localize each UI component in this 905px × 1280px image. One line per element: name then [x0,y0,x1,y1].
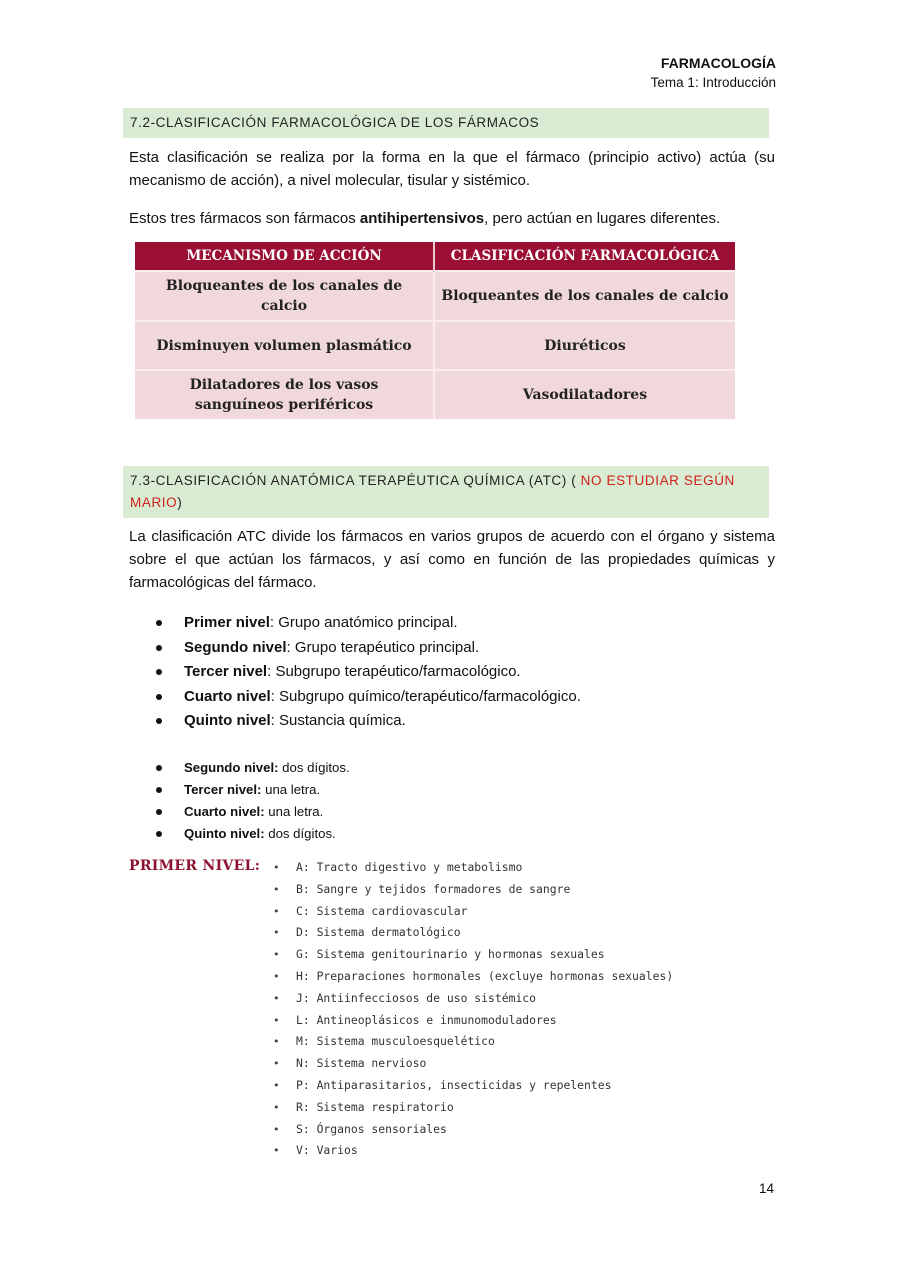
list-item: • D: Sistema dermatológico [273,922,673,944]
list-item [155,709,581,734]
heading-warning: NO ESTUDIAR SEGÚN MARIO [130,473,735,510]
atc-digits-list [155,757,350,845]
digit-label: Quinto nivel: [184,826,265,841]
heading-text-end: ) [177,495,183,510]
list-item: • V: Varios [273,1140,673,1162]
atc-groups-list [273,857,673,1162]
list-item [155,611,581,636]
list-item [155,757,350,779]
level-label: Quinto nivel [184,712,271,730]
digit-text: una letra. [261,782,321,797]
digit-label: Tercer nivel: [184,782,262,797]
level-text: : Subgrupo químico/terapéutico/farmacológico. [270,687,581,705]
table-row [135,271,735,321]
list-item: • H: Preparaciones hormonales (excluye hormonas sexuales) [273,966,673,988]
list-item: • R: Sistema respiratorio [273,1097,673,1119]
table-header-cell: MECANISMO DE ACCIÓN [135,242,434,271]
list-item [155,801,350,823]
level-label: Tercer nivel [184,663,268,681]
list-item: • B: Sangre y tejidos formadores de sangre [273,879,673,901]
level-text: : Subgrupo terapéutico/farmacológico. [267,663,521,681]
level-text: : Grupo anatómico principal. [269,614,458,631]
digit-text: una letra. [264,804,324,819]
section-7-3-paragraph: La clasificación ATC divide los fármacos en varios grupos de acuerdo con el órgano y sistema sobre el que actúan los fármacos, y así como en función de las propiedades químicas y farmacológicas del fármaco. [129,528,775,591]
paragraph-2-bold: antihipertensivos [359,210,485,227]
page-header [651,53,776,93]
level-label: Cuarto nivel [184,687,271,705]
digit-label: Cuarto nivel: [184,804,265,819]
section-7-2-paragraph-2 [129,207,775,230]
list-item: • A: Tracto digestivo y metabolismo [273,857,673,879]
table-row [135,321,735,370]
atc-levels-list [155,611,581,734]
digit-text: dos dígitos. [264,826,336,841]
list-item: • S: Órganos sensoriales [273,1119,673,1141]
table-cell: Vasodilatadores [434,370,735,419]
list-item: • N: Sistema nervioso [273,1053,673,1075]
table-row [135,370,735,419]
list-item [155,660,581,685]
table-cell: Disminuyen volumen plasmático [135,321,434,370]
list-item: • L: Antineoplásicos e inmunomoduladores [273,1010,673,1032]
level-label: Segundo nivel [184,638,287,656]
list-item [155,779,350,801]
header-subtitle: Tema 1: Introducción [650,75,776,90]
list-item: • G: Sistema genitourinario y hormonas sexuales [273,944,673,966]
level-text: : Sustancia química. [270,712,406,730]
paragraph-2-text-end: , pero actúan en lugares diferentes. [484,210,721,227]
digit-text: dos dígitos. [278,760,350,775]
section-7-3-heading [123,466,769,518]
list-item: • P: Antiparasitarios, insecticidas y repelentes [273,1075,673,1097]
table-header-row [135,242,735,271]
list-item: • M: Sistema musculoesquelético [273,1031,673,1053]
level-label: Primer nivel [184,614,270,631]
list-item [155,823,350,845]
list-item: • J: Antiinfecciosos de uso sistémico [273,988,673,1010]
mechanism-table [135,242,735,419]
heading-text: 7.3-CLASIFICACIÓN ANATÓMICA TERAPÉUTICA QUÍMICA (ATC) ( [130,473,581,488]
primer-nivel-label: PRIMER NIVEL: [129,858,261,874]
section-7-2-paragraph-1: Esta clasificación se realiza por la forma en la que el fármaco (principio activo) actúa (su mecanismo de acción), a nivel molecular, tisular y sistémico. [129,149,775,189]
list-item: • C: Sistema cardiovascular [273,901,673,923]
section-7-2-heading: 7.2-CLASIFICACIÓN FARMACOLÓGICA DE LOS FÁRMACOS [123,108,769,138]
list-item [155,636,581,661]
level-text: : Grupo terapéutico principal. [286,638,480,656]
paragraph-2-text: Estos tres fármacos son fármacos [129,210,360,227]
list-item [155,685,581,710]
digit-label: Segundo nivel: [184,760,279,775]
table-cell: Bloqueantes de los canales de calcio [434,271,735,321]
page-number: 14 [758,1181,774,1196]
table-cell: Dilatadores de los vasos sanguíneos periféricos [135,370,434,419]
table-cell: Diuréticos [434,321,735,370]
header-title: FARMACOLOGÍA [660,55,776,71]
table-cell: Bloqueantes de los canales de calcio [135,271,434,321]
table-header-cell: CLASIFICACIÓN FARMACOLÓGICA [434,242,735,271]
